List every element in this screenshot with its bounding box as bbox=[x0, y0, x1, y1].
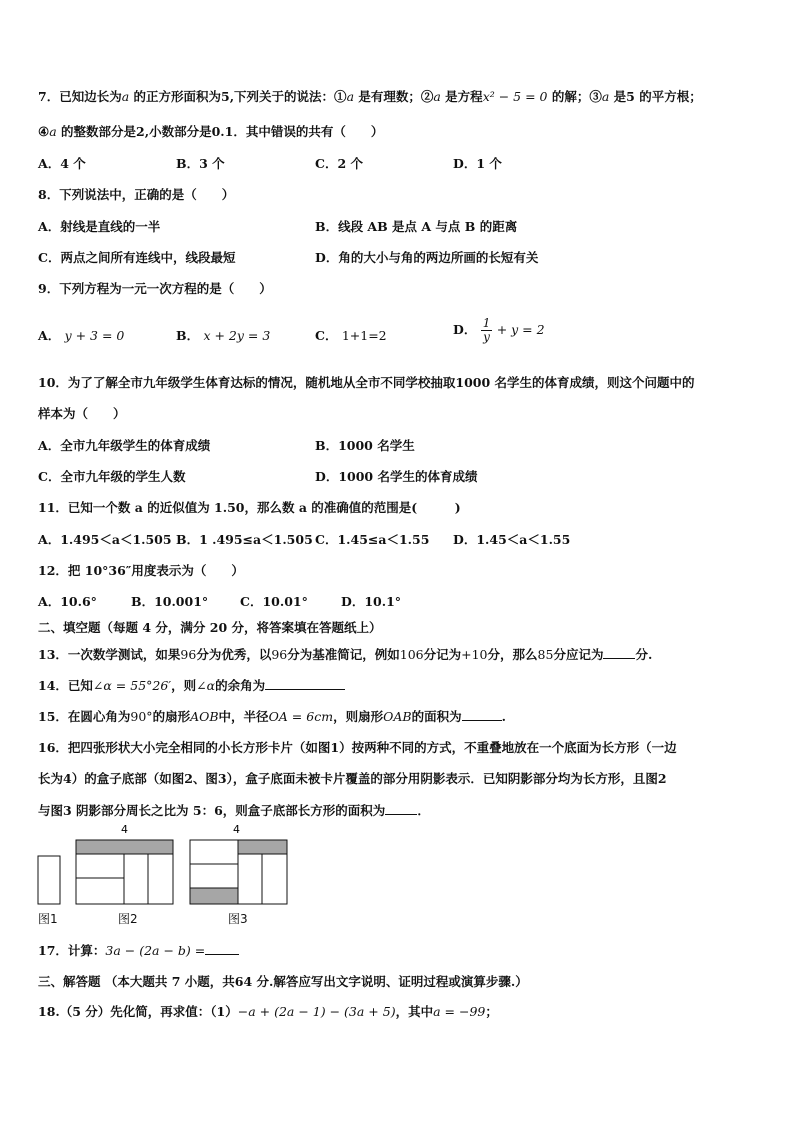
q7-text: 是5 的平方根； bbox=[609, 89, 702, 104]
q17-text: 17．计算： bbox=[38, 943, 106, 958]
q14-text: 的余角为 bbox=[215, 678, 266, 693]
q14-line bbox=[38, 677, 770, 694]
q9-expr: y + 3 = 0 bbox=[64, 328, 125, 343]
q14-text: 14．已知 bbox=[38, 678, 93, 693]
q16-line1: 16．把四张形状大小完全相同的小长方形卡片（如图1）按两种不同的方式，不重叠地放在一个底面为长方形（一边 bbox=[38, 740, 677, 755]
q7-option-a: A．4 个 bbox=[38, 156, 86, 171]
q16-figures bbox=[36, 822, 336, 932]
answer-blank[interactable] bbox=[603, 646, 635, 659]
q7-text: 是方程 bbox=[440, 89, 483, 104]
q8-stem: 8．下列说法中，正确的是（ ） bbox=[38, 187, 235, 202]
q13-text: 分. bbox=[635, 647, 653, 662]
q9-expr: x + 2y = 3 bbox=[203, 328, 271, 343]
q9-expr: 1+1=2 bbox=[341, 328, 387, 343]
q9-option-label: D． bbox=[453, 322, 477, 337]
q11-option-b: B．1 .495≤a＜1.505 bbox=[176, 532, 313, 547]
q10-option-b: B．1000 名学生 bbox=[315, 438, 415, 453]
q7-var-a: a bbox=[601, 89, 610, 104]
q16-line3 bbox=[38, 802, 770, 819]
q7-option-b: B．3 个 bbox=[176, 156, 225, 171]
answer-blank[interactable] bbox=[462, 708, 502, 721]
q15-degree: 90° bbox=[130, 709, 153, 724]
q13-text: 分记为 bbox=[423, 647, 462, 662]
q10-line1: 10．为了了解全市九年级学生体育达标的情况，随机地从全市不同学校抽取1000 名学生的体育成绩，则这个问题中的 bbox=[38, 375, 695, 390]
q7-line2 bbox=[38, 124, 770, 140]
fig1-label: 图1 bbox=[38, 912, 58, 926]
fig1-card bbox=[38, 856, 60, 904]
q11-option-a: A．1.495＜a＜1.505 bbox=[38, 532, 172, 547]
fig2-width-label: 4 bbox=[121, 823, 128, 836]
q14-angle: ∠α bbox=[196, 678, 216, 693]
q12-option-a: A．10.6° bbox=[38, 594, 97, 609]
q7-text: 的整数部分是2,小数部分是0.1．其中错误的共有（ ） bbox=[56, 124, 384, 139]
fig2-label: 图2 bbox=[118, 912, 138, 926]
q12-stem: 12．把 10°36″用度表示为（ ） bbox=[38, 563, 244, 578]
q15-sector-aob: AOB bbox=[190, 709, 219, 724]
q10-line2: 样本为（ ） bbox=[38, 406, 126, 421]
q18-condition: a = −99 bbox=[433, 1004, 486, 1019]
fig3-shaded-top bbox=[238, 840, 287, 854]
q16-figures-svg bbox=[36, 822, 336, 932]
q18-text: 18.（5 分）先化简，再求值：（1） bbox=[38, 1004, 238, 1019]
q15-text: ，则扇形 bbox=[333, 709, 384, 724]
q13-number: 85 bbox=[537, 647, 554, 662]
q17-expr: 3a − (2a − b) = bbox=[105, 943, 206, 958]
q14-expr: ∠α = 55°26′ bbox=[92, 678, 172, 693]
q7-text: ④ bbox=[38, 124, 50, 139]
q9-expr: + y = 2 bbox=[496, 322, 545, 337]
q10-option-c: C．全市九年级的学生人数 bbox=[38, 469, 186, 484]
q13-text: 分，那么 bbox=[487, 647, 538, 662]
q10-option-d: D．1000 名学生的体育成绩 bbox=[315, 469, 478, 484]
q18-expr: −a + (2a − 1) − (3a + 5) bbox=[237, 1004, 396, 1019]
fig3-shaded-bottom bbox=[190, 888, 238, 904]
q9-option-label: B． bbox=[176, 328, 200, 343]
section-fill-in-title: 二、填空题（每题 4 分，满分 20 分，将答案填在答题纸上） bbox=[38, 620, 382, 635]
fig3 bbox=[190, 823, 287, 904]
q9-option-d bbox=[453, 316, 545, 344]
q8-option-a: A．射线是直线的一半 bbox=[38, 219, 161, 234]
q15-text: 15．在圆心角为 bbox=[38, 709, 131, 724]
q7-var-a: a bbox=[121, 89, 130, 104]
q13-text: 分为基准简记，例如 bbox=[287, 647, 400, 662]
q14-text: ，则 bbox=[171, 678, 197, 693]
answer-blank[interactable] bbox=[385, 802, 417, 815]
q13-text: 分为优秀，以 bbox=[196, 647, 272, 662]
q7-line1 bbox=[38, 89, 770, 105]
q7-text: 是有理数；② bbox=[354, 89, 434, 104]
q12-option-b: B．10.001° bbox=[131, 594, 209, 609]
fig2-shaded-region bbox=[76, 840, 173, 854]
q15-text: 的面积为 bbox=[411, 709, 462, 724]
q18-text: ； bbox=[485, 1004, 498, 1019]
q15-text: 的扇形 bbox=[152, 709, 191, 724]
q15-text: . bbox=[501, 709, 506, 724]
fraction-numerator: 1 bbox=[482, 316, 491, 330]
fig2 bbox=[76, 823, 173, 904]
q9-stem: 9．下列方程为一元一次方程的是（ ） bbox=[38, 281, 272, 296]
q13-number: 96 bbox=[271, 647, 288, 662]
q9-option-label: C． bbox=[315, 328, 338, 343]
q7-text: 7．已知边长为 bbox=[38, 89, 122, 104]
q7-text: 的正方形面积为5,下列关于的说法：① bbox=[129, 89, 347, 104]
q7-var-a: a bbox=[346, 89, 355, 104]
q9-option-label: A． bbox=[38, 328, 61, 343]
q7-text: 的解；③ bbox=[547, 89, 602, 104]
section-solve-title: 三、解答题 （本大题共 7 小题，共64 分.解答应写出文字说明、证明过程或演算步骤.） bbox=[38, 974, 528, 989]
q15-radius: OA = 6cm bbox=[268, 709, 334, 724]
q7-var-a: a bbox=[433, 89, 441, 104]
q13-number: 96 bbox=[180, 647, 197, 662]
q8-option-c: C．两点之间所有连线中，线段最短 bbox=[38, 250, 236, 265]
q12-option-c: C．10.01° bbox=[240, 594, 308, 609]
q15-text: 中，半径 bbox=[218, 709, 269, 724]
q13-text: 分应记为 bbox=[553, 647, 604, 662]
q8-option-b: B．线段 AB 是点 A 与点 B 的距离 bbox=[315, 219, 518, 234]
q7-var-a: a bbox=[49, 124, 57, 139]
q9-option-c bbox=[315, 328, 387, 344]
q17-line bbox=[38, 942, 770, 959]
q11-stem: 11．已知一个数 a 的近似值为 1.50，那么数 a 的准确值的范围是( ) bbox=[38, 500, 461, 515]
q10-option-a: A．全市九年级学生的体育成绩 bbox=[38, 438, 211, 453]
q18-text: ，其中 bbox=[395, 1004, 434, 1019]
q8-option-d: D．角的大小与角的两边所画的长短有关 bbox=[315, 250, 539, 265]
q18-line bbox=[38, 1004, 770, 1020]
q13-number: 106 bbox=[399, 647, 424, 662]
q11-option-c: C．1.45≤a＜1.55 bbox=[315, 532, 430, 547]
fig3-label: 图3 bbox=[228, 912, 248, 926]
q16-line2: 长为4）的盒子底部（如图2、图3），盒子底面未被卡片覆盖的部分用阴影表示．已知阴影部分均为长方形，且图2 bbox=[38, 771, 667, 786]
q9-fraction bbox=[481, 317, 493, 344]
q16-text: 与图3 阴影部分周长之比为 5：6，则盒子底部长方形的面积为 bbox=[38, 803, 386, 818]
q11-option-d: D．1.45＜a＜1.55 bbox=[453, 532, 571, 547]
q7-option-d: D．1 个 bbox=[453, 156, 502, 171]
q9-option-b bbox=[176, 328, 270, 344]
answer-blank[interactable] bbox=[205, 942, 239, 955]
q15-line bbox=[38, 708, 770, 725]
fig3-width-label: 4 bbox=[233, 823, 240, 836]
q13-line bbox=[38, 646, 770, 663]
q12-option-d: D．10.1° bbox=[341, 594, 402, 609]
q7-option-c: C．2 个 bbox=[315, 156, 363, 171]
fraction-denominator: y bbox=[483, 330, 490, 344]
q16-text: ． bbox=[417, 803, 430, 818]
q15-sector-oab: OAB bbox=[383, 709, 412, 724]
q13-text: 13．一次数学测试，如果 bbox=[38, 647, 181, 662]
q13-number: +10 bbox=[461, 647, 488, 662]
answer-blank[interactable] bbox=[265, 677, 345, 690]
q7-equation: x² − 5 = 0 bbox=[482, 89, 548, 104]
q9-option-a bbox=[38, 328, 124, 344]
